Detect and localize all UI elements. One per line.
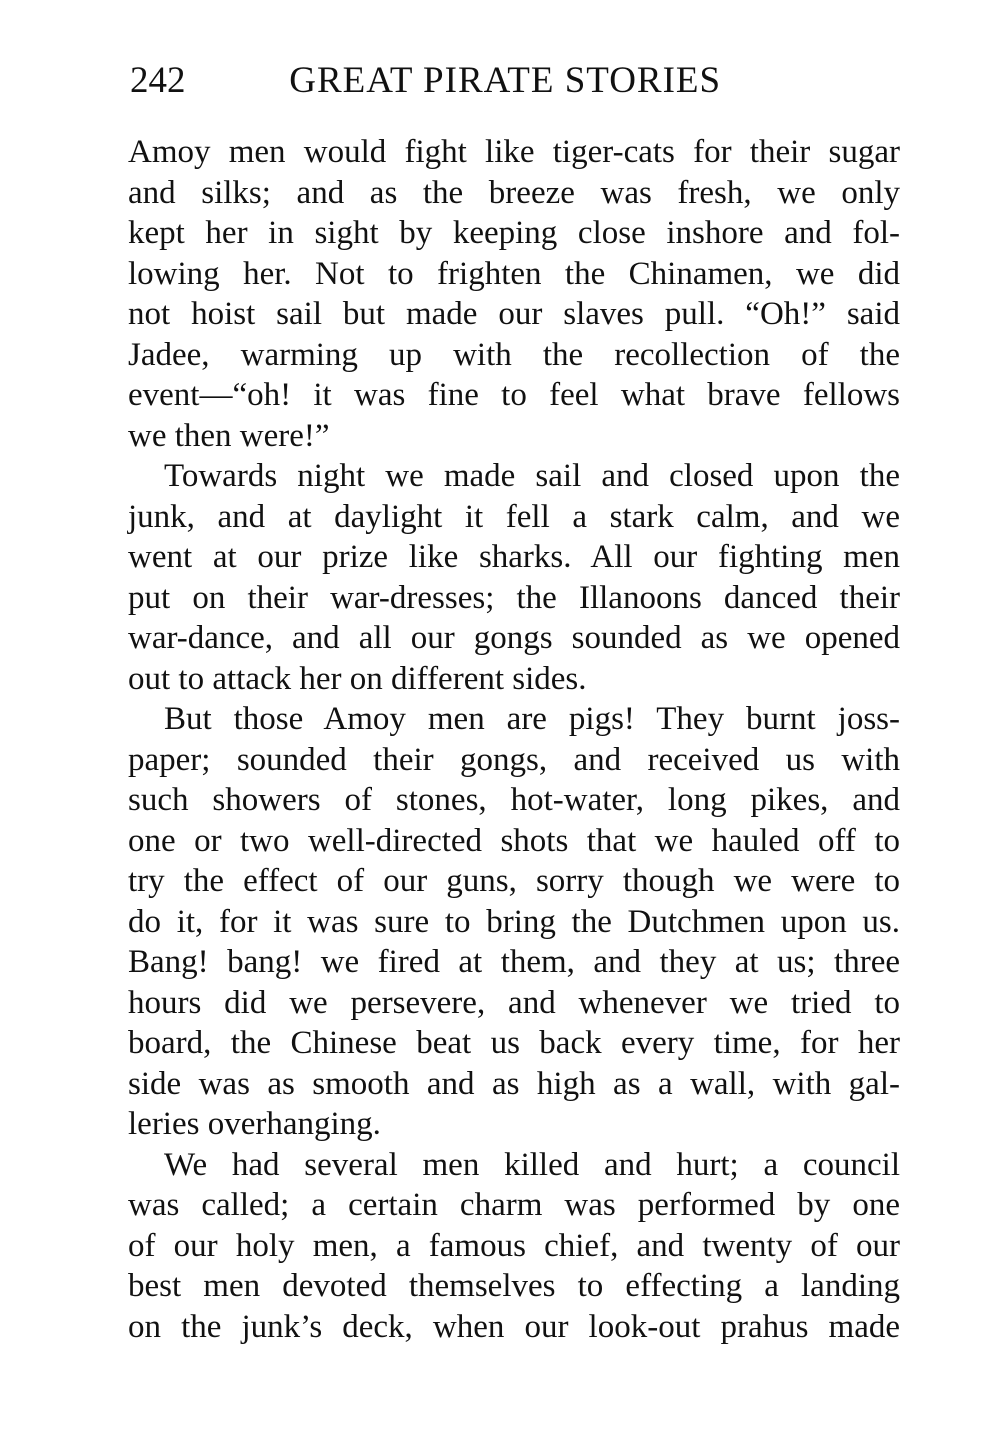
text-line: put on their war-dresses; the Illanoons danced their — [128, 579, 900, 616]
text-line: We had several men killed and hurt; a council — [164, 1146, 900, 1183]
text-line: side was as smooth and as high as a wall, with gal- — [128, 1065, 900, 1102]
text-line: and silks; and as the breeze was fresh, we only — [128, 174, 900, 211]
text-line: such showers of stones, hot-water, long pikes, and — [128, 782, 900, 818]
text-line: not hoist sail but made our slaves pull. “Oh!” said — [128, 296, 900, 332]
text-line: leries overhanging. — [128, 1106, 381, 1142]
text-line: went at our prize like sharks. All our fighting men — [128, 539, 900, 575]
text-line: out to attack her on different sides. — [128, 660, 587, 697]
text-line: Towards night we made sail and closed upon the — [164, 458, 900, 494]
text-line: Bang! bang! we fired at them, and they at us; three — [128, 944, 900, 980]
text-line: Amoy men would fight like tiger-cats for their sugar — [128, 134, 900, 170]
text-line: lowing her. Not to frighten the Chinamen, we did — [128, 255, 900, 292]
text-line: one or two well-directed shots that we hauled off to — [128, 822, 900, 859]
page-number: 242 — [130, 60, 186, 101]
paragraph-3 — [128, 699, 900, 1145]
book-title: GREAT PIRATE STORIES — [289, 60, 722, 101]
text-line: event—“oh! it was fine to feel what brave fellows — [128, 377, 900, 413]
text-line: war-dance, and all our gongs sounded as we opened — [128, 620, 900, 656]
text-line: Jadee, warming up with the recollection of the — [128, 336, 900, 373]
text-line: paper; sounded their gongs, and received us with — [128, 741, 900, 778]
paragraph-1 — [128, 132, 900, 456]
text-line: board, the Chinese beat us back every time, for her — [128, 1025, 900, 1061]
text-line: hours did we persevere, and whenever we tried to — [128, 984, 900, 1021]
text-line: was called; a certain charm was performed by one — [128, 1187, 900, 1223]
running-head — [130, 56, 890, 106]
text-line: of our holy men, a famous chief, and twenty of our — [128, 1227, 900, 1264]
paragraph-4 — [128, 1145, 900, 1348]
text-line: we then were!” — [128, 417, 330, 454]
text-line: junk, and at daylight it fell a stark calm, and we — [128, 498, 900, 535]
paragraph-2 — [128, 456, 900, 699]
text-line: do it, for it was sure to bring the Dutchmen upon us. — [128, 903, 900, 940]
text-line: try the effect of our guns, sorry though we were to — [128, 863, 900, 899]
text-line: on the junk’s deck, when our look-out prahus made — [128, 1308, 900, 1345]
text-line: best men devoted themselves to effecting a landing — [128, 1268, 900, 1304]
body-text — [128, 132, 900, 1347]
text-line: But those Amoy men are pigs! They burnt joss- — [164, 701, 900, 737]
text-line: kept her in sight by keeping close inshore and fol- — [128, 215, 900, 251]
